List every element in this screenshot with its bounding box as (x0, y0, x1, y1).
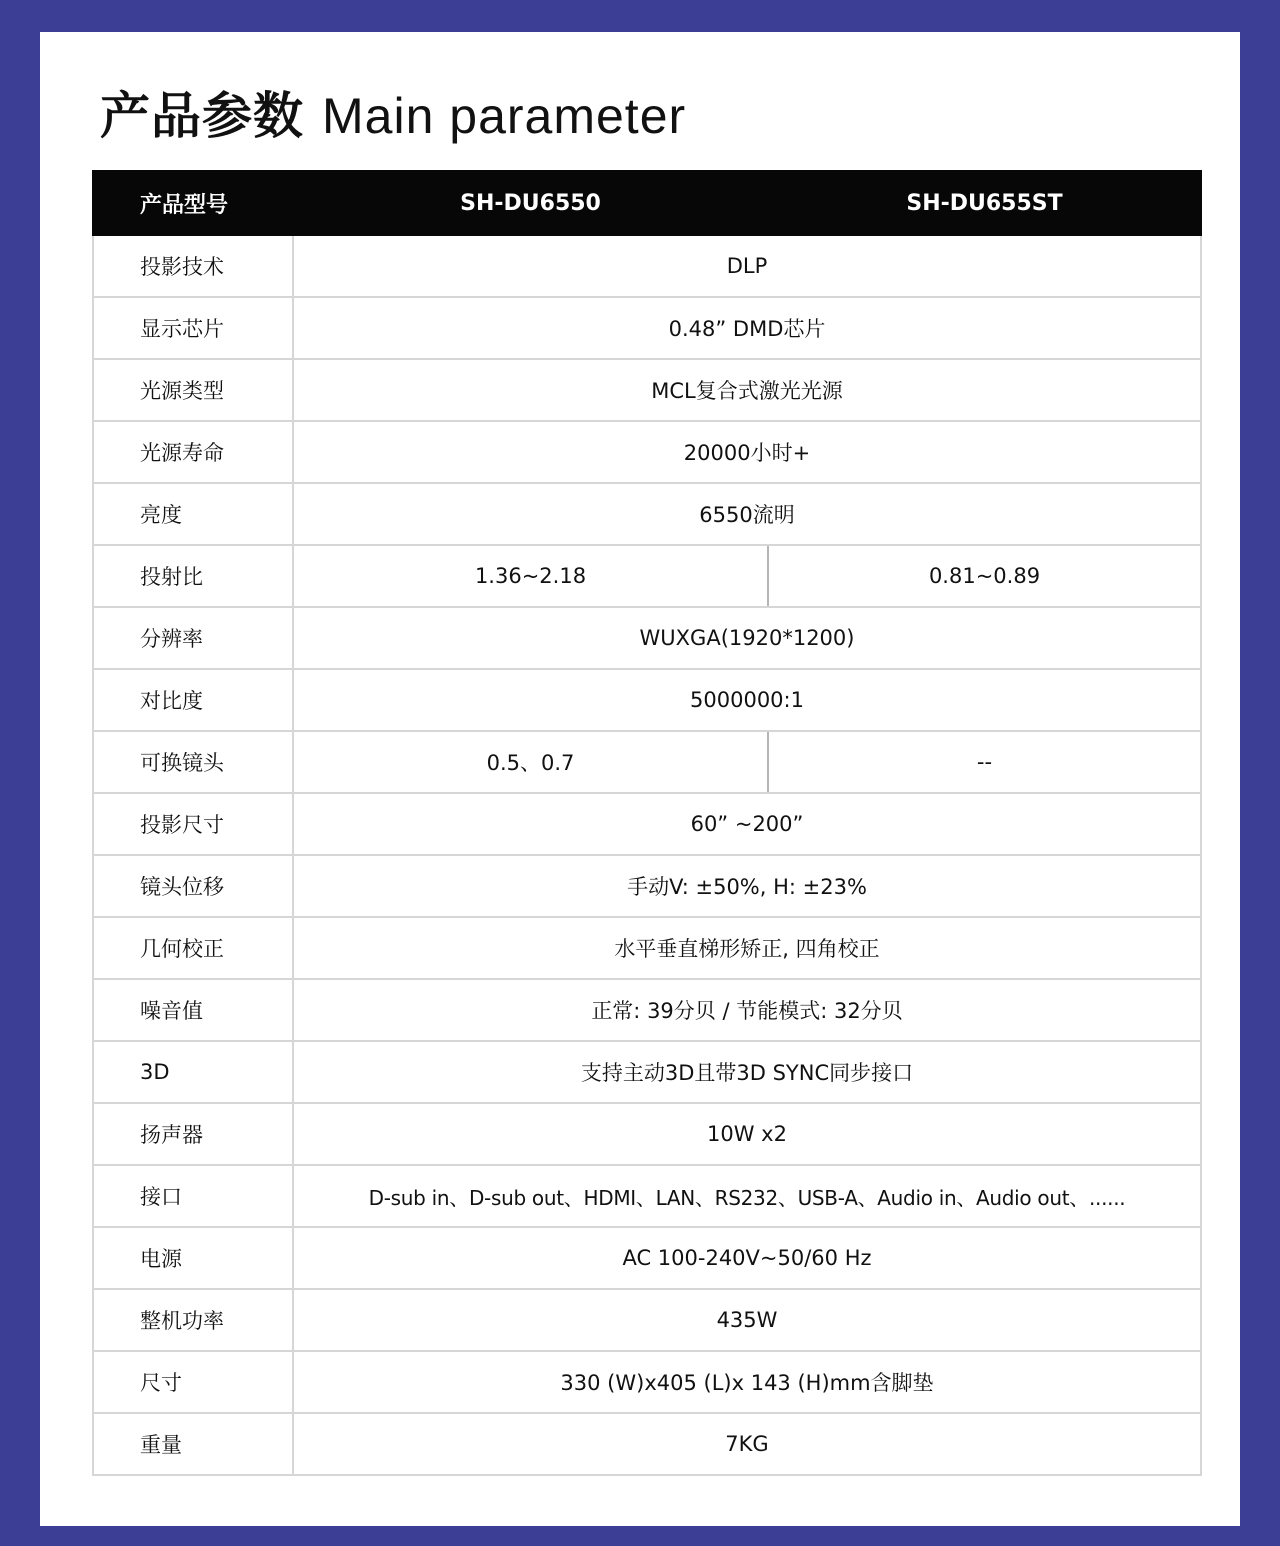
row-value: D-sub in、D-sub out、HDMI、LAN、RS232、USB-A、Audio in、Audio out、...... (293, 1165, 1201, 1227)
table-row (93, 235, 1201, 297)
row-label: 电源 (93, 1227, 293, 1289)
row-label: 扬声器 (93, 1103, 293, 1165)
row-label: 整机功率 (93, 1289, 293, 1351)
row-value: 10W x2 (293, 1103, 1201, 1165)
title-cn: 产品参数 (100, 87, 304, 145)
row-value: 水平垂直梯形矫正, 四角校正 (293, 917, 1201, 979)
table-header-row (93, 171, 1201, 235)
row-value: 6550流明 (293, 483, 1201, 545)
row-value: 0.48” DMD芯片 (293, 297, 1201, 359)
row-label: 3D (93, 1041, 293, 1103)
row-value: AC 100-240V~50/60 Hz (293, 1227, 1201, 1289)
row-value: 435W (293, 1289, 1201, 1351)
row-label: 亮度 (93, 483, 293, 545)
table-row (93, 607, 1201, 669)
table-row (93, 1103, 1201, 1165)
row-value: MCL复合式激光光源 (293, 359, 1201, 421)
row-value-model-b: -- (768, 731, 1201, 793)
row-label: 几何校正 (93, 917, 293, 979)
header-model-b: SH-DU655ST (768, 171, 1201, 235)
row-value: 20000小时+ (293, 421, 1201, 483)
row-label: 噪音值 (93, 979, 293, 1041)
table-row (93, 1413, 1201, 1475)
row-label: 投影尺寸 (93, 793, 293, 855)
row-label: 可换镜头 (93, 731, 293, 793)
table-row (93, 545, 1201, 607)
row-label: 接口 (93, 1165, 293, 1227)
row-value-model-b: 0.81~0.89 (768, 545, 1201, 607)
row-label: 尺寸 (93, 1351, 293, 1413)
table-row (93, 421, 1201, 483)
row-value: 正常: 39分贝 / 节能模式: 32分贝 (293, 979, 1201, 1041)
row-label: 光源类型 (93, 359, 293, 421)
row-label: 投影技术 (93, 235, 293, 297)
table-row (93, 483, 1201, 545)
row-label: 投射比 (93, 545, 293, 607)
row-value: DLP (293, 235, 1201, 297)
row-value: 330 (W)x405 (L)x 143 (H)mm含脚垫 (293, 1351, 1201, 1413)
row-label: 对比度 (93, 669, 293, 731)
row-value: 支持主动3D且带3D SYNC同步接口 (293, 1041, 1201, 1103)
title-en: Main parameter (322, 88, 687, 144)
table-row (93, 1041, 1201, 1103)
row-label: 重量 (93, 1413, 293, 1475)
row-value-model-a: 1.36~2.18 (293, 545, 768, 607)
row-label: 分辨率 (93, 607, 293, 669)
table-row (93, 855, 1201, 917)
table-row (93, 1227, 1201, 1289)
row-value: 手动V: ±50%, H: ±23% (293, 855, 1201, 917)
table-row (93, 793, 1201, 855)
table-row (93, 297, 1201, 359)
header-model-label: 产品型号 (93, 171, 293, 235)
table-row (93, 1289, 1201, 1351)
table-row (93, 731, 1201, 793)
table-row (93, 1165, 1201, 1227)
spec-sheet (40, 32, 1240, 1526)
table-row (93, 979, 1201, 1041)
table-row (93, 359, 1201, 421)
table-row (93, 1351, 1201, 1413)
header-model-a: SH-DU6550 (293, 171, 768, 235)
row-value: WUXGA(1920*1200) (293, 607, 1201, 669)
row-label: 光源寿命 (93, 421, 293, 483)
row-value-model-a: 0.5、0.7 (293, 731, 768, 793)
row-value: 5000000:1 (293, 669, 1201, 731)
row-value: 60” ~200” (293, 793, 1201, 855)
row-label: 显示芯片 (93, 297, 293, 359)
row-value: 7KG (293, 1413, 1201, 1475)
row-label: 镜头位移 (93, 855, 293, 917)
spec-table (92, 170, 1202, 1476)
table-row (93, 669, 1201, 731)
table-row (93, 917, 1201, 979)
page-title (100, 76, 686, 148)
